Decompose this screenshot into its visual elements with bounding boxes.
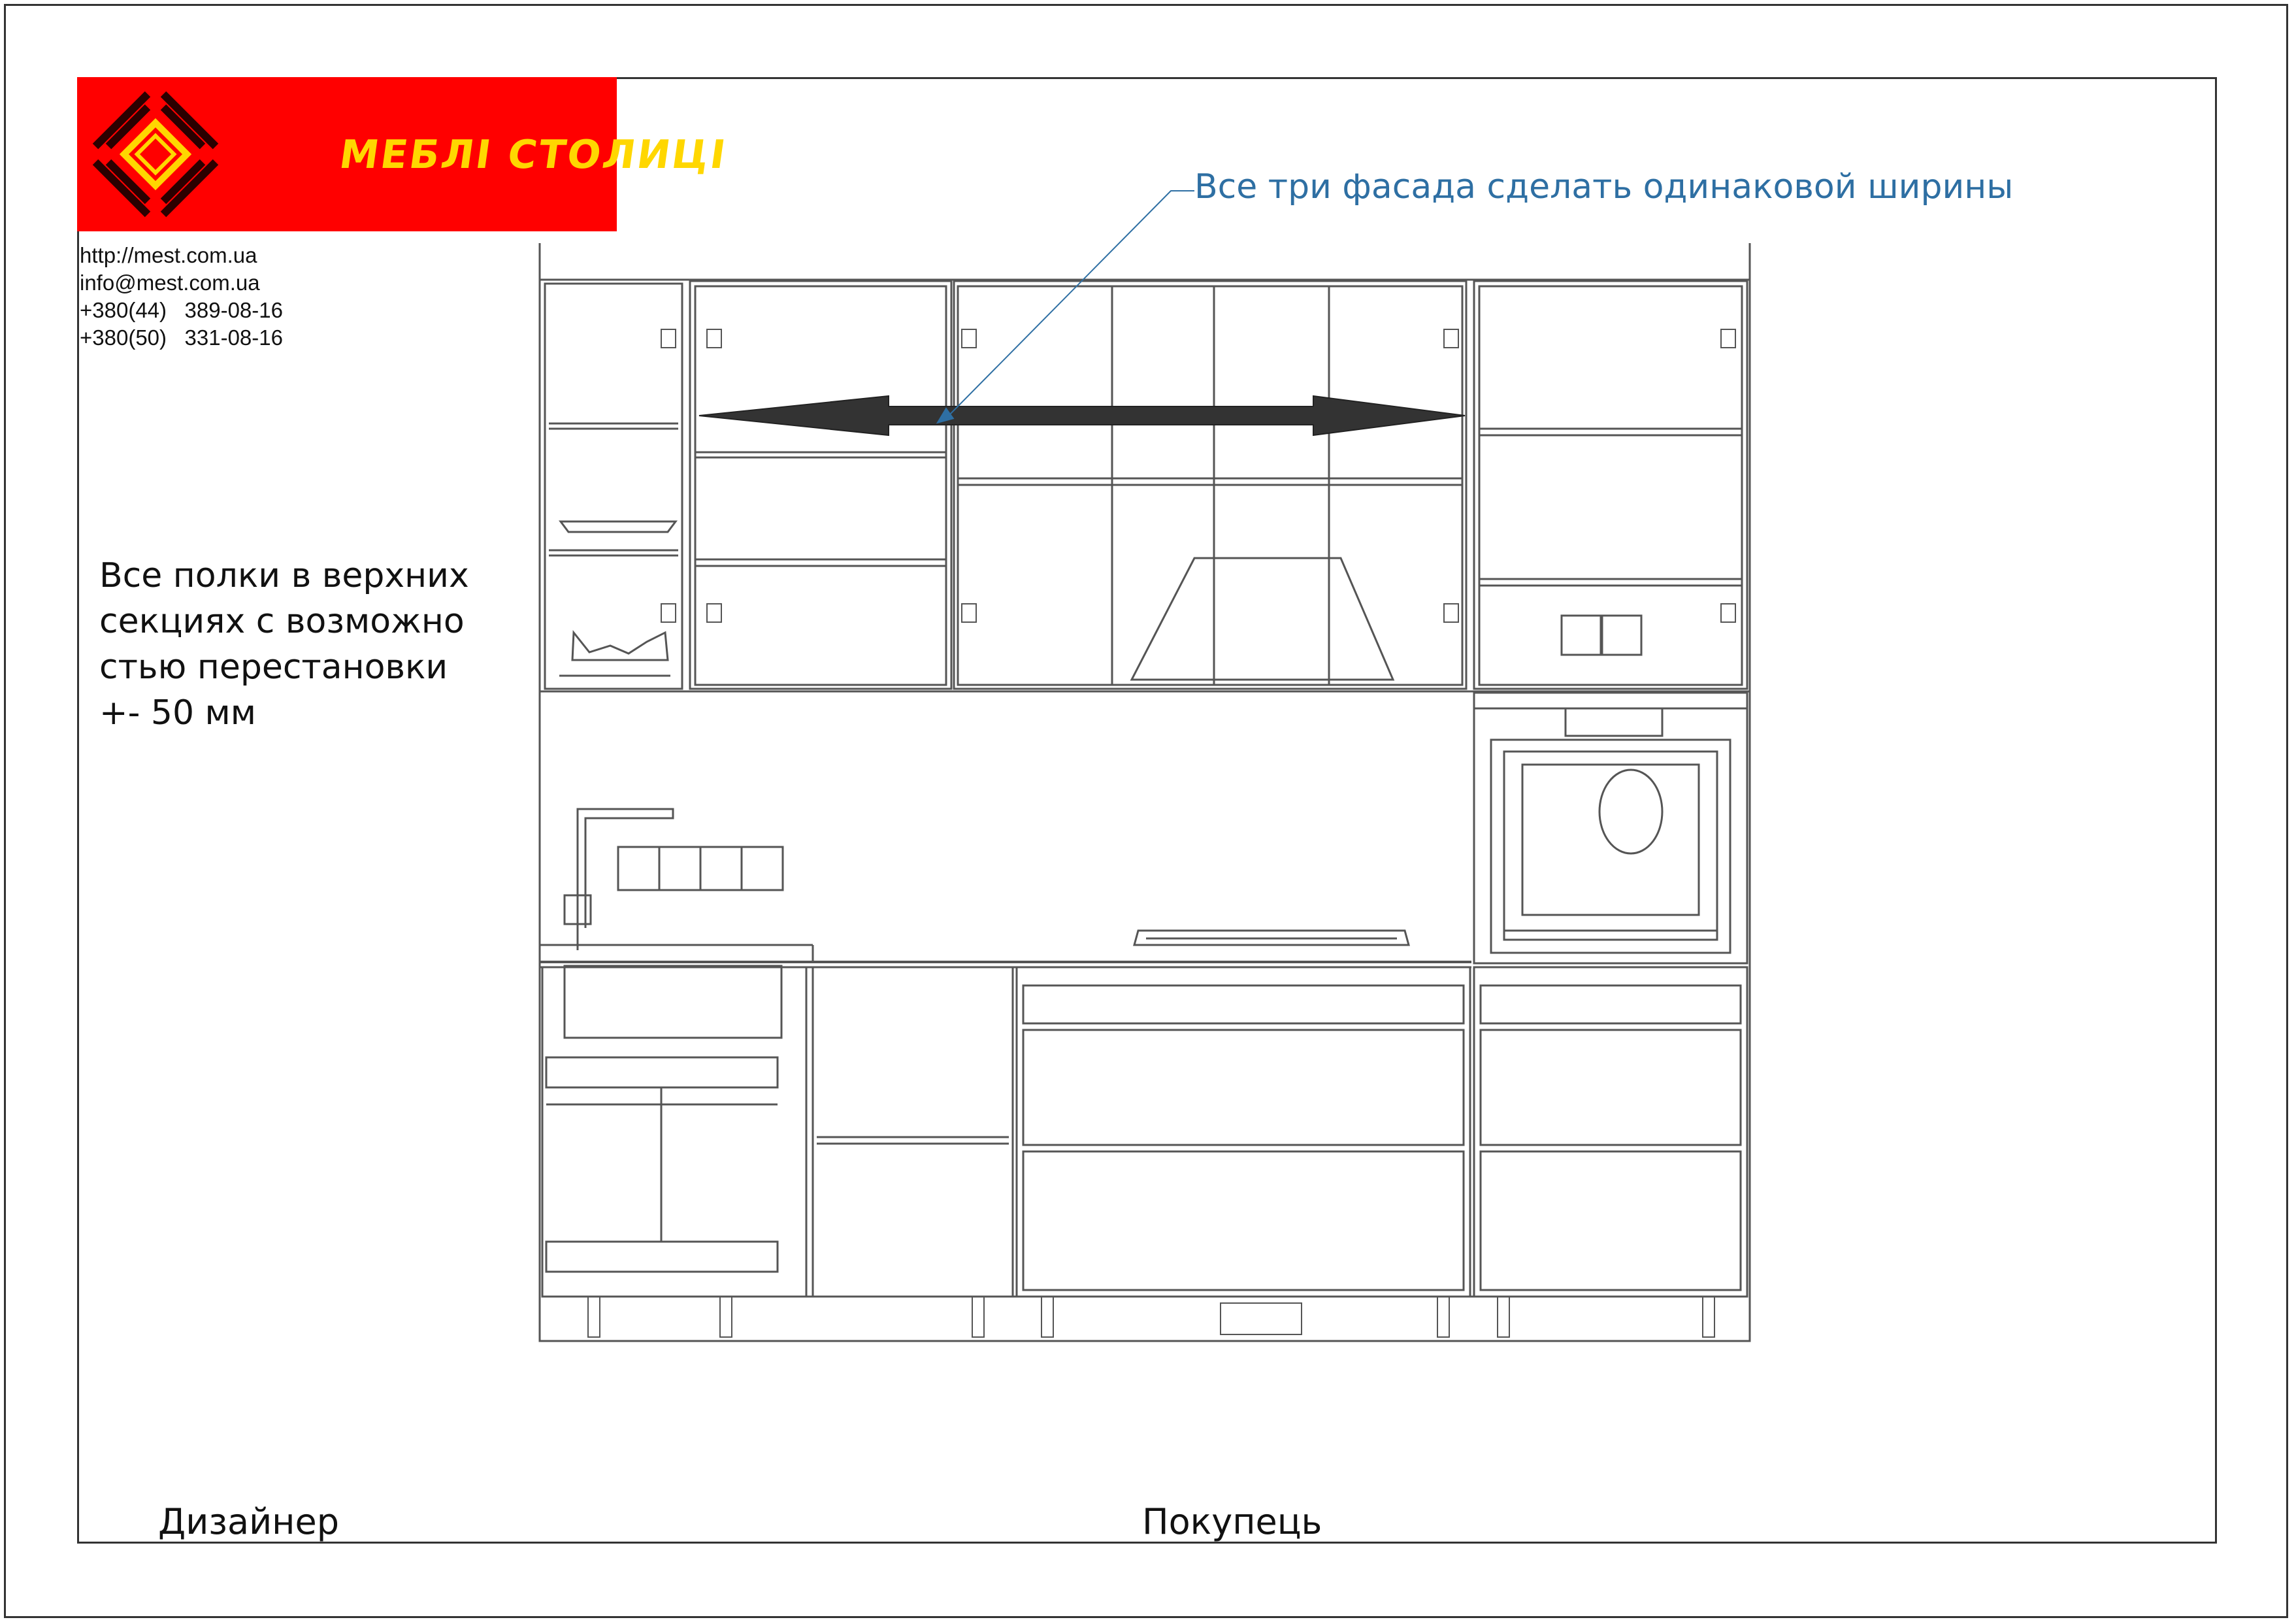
designer-signature-label: Дизайнер [158,1501,339,1542]
backsplash-area [540,809,1471,967]
built-in-oven [1491,740,1730,953]
shelves-note-line-1: Все полки в верхних [99,556,469,595]
email-link[interactable]: info@mest.com.ua [80,271,260,295]
shelves-note-line-2: секциях с возможно [99,602,465,641]
website-link[interactable]: http://mest.com.ua [80,243,257,267]
cabinet-legs [588,1297,1714,1337]
upper-cabinets [545,281,1747,689]
range-hood [1132,558,1393,680]
oven-tower [1474,693,1747,963]
facade-width-dimension-arrow [699,191,1465,435]
upper-facade-1 [690,281,951,689]
base-sink-cabinet [542,967,806,1297]
base-door-cabinet [813,967,1013,1297]
brand-name: МЕБЛІ СТОЛИЦІ [336,132,730,178]
shelves-note-line-3: стью перестановки [99,648,448,687]
shelves-note-line-4: +- 50 мм [99,693,257,733]
buyer-signature-label: Покупець [1142,1501,1322,1542]
facade-width-note: Все три фасада сделать одинаковой ширины [1194,167,2014,207]
oven-window [1599,770,1662,853]
base-cabinets [542,966,1747,1337]
base-right-drawer-cabinet [1474,967,1747,1297]
base-drawer-cabinet [1017,967,1470,1297]
upper-right-cabinet [1474,281,1747,689]
socket-2 [1602,616,1641,655]
socket-1 [1562,616,1601,655]
phone-1: +380(44) 389-08-16 [80,298,283,322]
phone-2: +380(50) 331-08-16 [80,325,283,350]
